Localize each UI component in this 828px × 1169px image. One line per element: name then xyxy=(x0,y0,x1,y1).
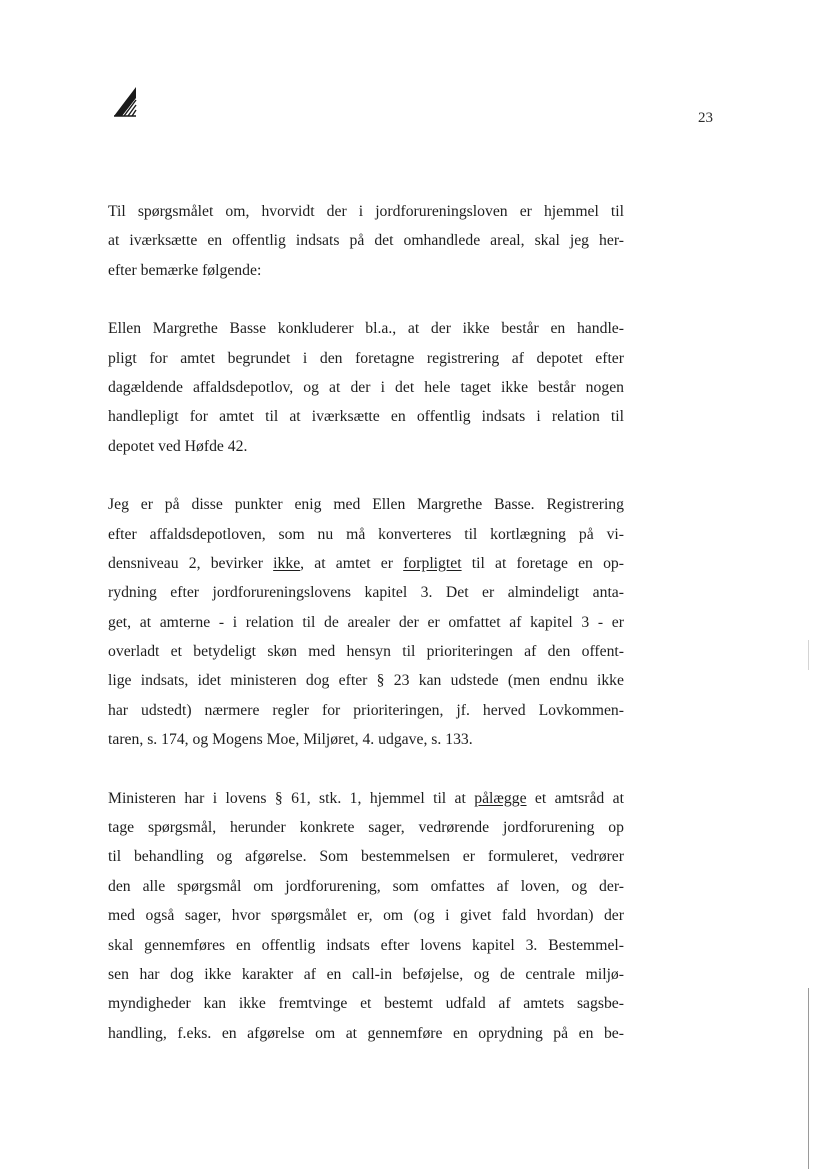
text-line: dagældende affaldsdepotlov, og at der i det hele taget ikke består nogen xyxy=(108,378,624,396)
text-line: til behandling og afgørelse. Som bestemmelsen er formuleret, vedrører xyxy=(108,848,624,866)
text-line: myndigheder kan ikke fremtvinge et bestemt udfald af amtets sagsbe- xyxy=(108,995,624,1013)
text-line: pligt for amtet begrundet i den foretagne registrering af depotet efter xyxy=(108,349,624,367)
underlined-word: ikke xyxy=(273,554,301,572)
text-line: den alle spørgsmål om jordforurening, som omfattes af loven, og der- xyxy=(108,877,624,895)
paragraph-4 xyxy=(108,784,624,1049)
text-line: har udstedt) nærmere regler for prioriteringen, jf. herved Lovkommen- xyxy=(108,701,624,719)
text-line: at iværksætte en offentlig indsats på det omhandlede areal, skal jeg her- xyxy=(108,232,624,250)
text-line: efter affaldsdepotloven, som nu må konverteres til kortlægning på vi- xyxy=(108,525,624,543)
body-text xyxy=(108,197,624,1077)
text-segment: til at foretage en op- xyxy=(461,554,624,572)
text-segment: densniveau 2, bevirker xyxy=(108,554,274,572)
underlined-word: forpligtet xyxy=(403,554,462,572)
text-line: taren, s. 174, og Mogens Moe, Miljøret, 4. udgave, s. 133. xyxy=(108,731,473,749)
text-line: skal gennemføres en offentlig indsats efter lovens kapitel 3. Bestemmel- xyxy=(108,936,624,954)
text-line-with-underlines xyxy=(108,784,624,813)
text-line: tage spørgsmål, herunder konkrete sager, vedrørende jordforurening op xyxy=(108,819,624,837)
text-line: Til spørgsmålet om, hvorvidt der i jordforureningsloven er hjemmel til xyxy=(108,203,624,220)
sail-triangle-logo-icon xyxy=(112,86,140,118)
page-number: 23 xyxy=(698,110,713,126)
text-line-with-underlines xyxy=(108,549,624,578)
text-line: handling, f.eks. en afgørelse om at gennemføre en oprydning på en be- xyxy=(108,1024,624,1042)
text-segment: Ministeren har i lovens § 61, stk. 1, hjemmel til at xyxy=(108,789,475,807)
underlined-word: pålægge xyxy=(474,789,527,807)
scan-edge-line xyxy=(808,640,809,670)
text-segment: , at amtet er xyxy=(300,554,404,572)
text-line: lige indsats, idet ministeren dog efter § 23 kan udstede (men endnu ikke xyxy=(108,672,624,690)
text-line: get, at amterne - i relation til de arealer der er omfattet af kapitel 3 - er xyxy=(108,613,624,631)
text-line: med også sager, hvor spørgsmålet er, om (og i givet fald hvordan) der xyxy=(108,907,624,925)
paragraph-2 xyxy=(108,314,624,461)
text-line: Jeg er på disse punkter enig med Ellen Margrethe Basse. Registrering xyxy=(108,496,624,514)
text-line: sen har dog ikke karakter af en call-in beføjelse, og de centrale miljø- xyxy=(108,965,624,983)
paragraph-1 xyxy=(108,197,624,285)
text-segment: et amtsråd at xyxy=(526,789,624,807)
paragraph-3 xyxy=(108,490,624,755)
text-line: depotet ved Høfde 42. xyxy=(108,437,248,455)
text-line: rydning efter jordforureningslovens kapitel 3. Det er almindeligt anta- xyxy=(108,584,624,602)
text-line: Ellen Margrethe Basse konkluderer bl.a., at der ikke består en handle- xyxy=(108,320,624,338)
text-line: handlepligt for amtet til at iværksætte en offentlig indsats i relation til xyxy=(108,408,624,426)
text-line: efter bemærke følgende: xyxy=(108,261,262,279)
scan-edge-line xyxy=(808,988,809,1169)
text-line: overladt et betydeligt skøn med hensyn til prioriteringen af den offent- xyxy=(108,643,624,661)
